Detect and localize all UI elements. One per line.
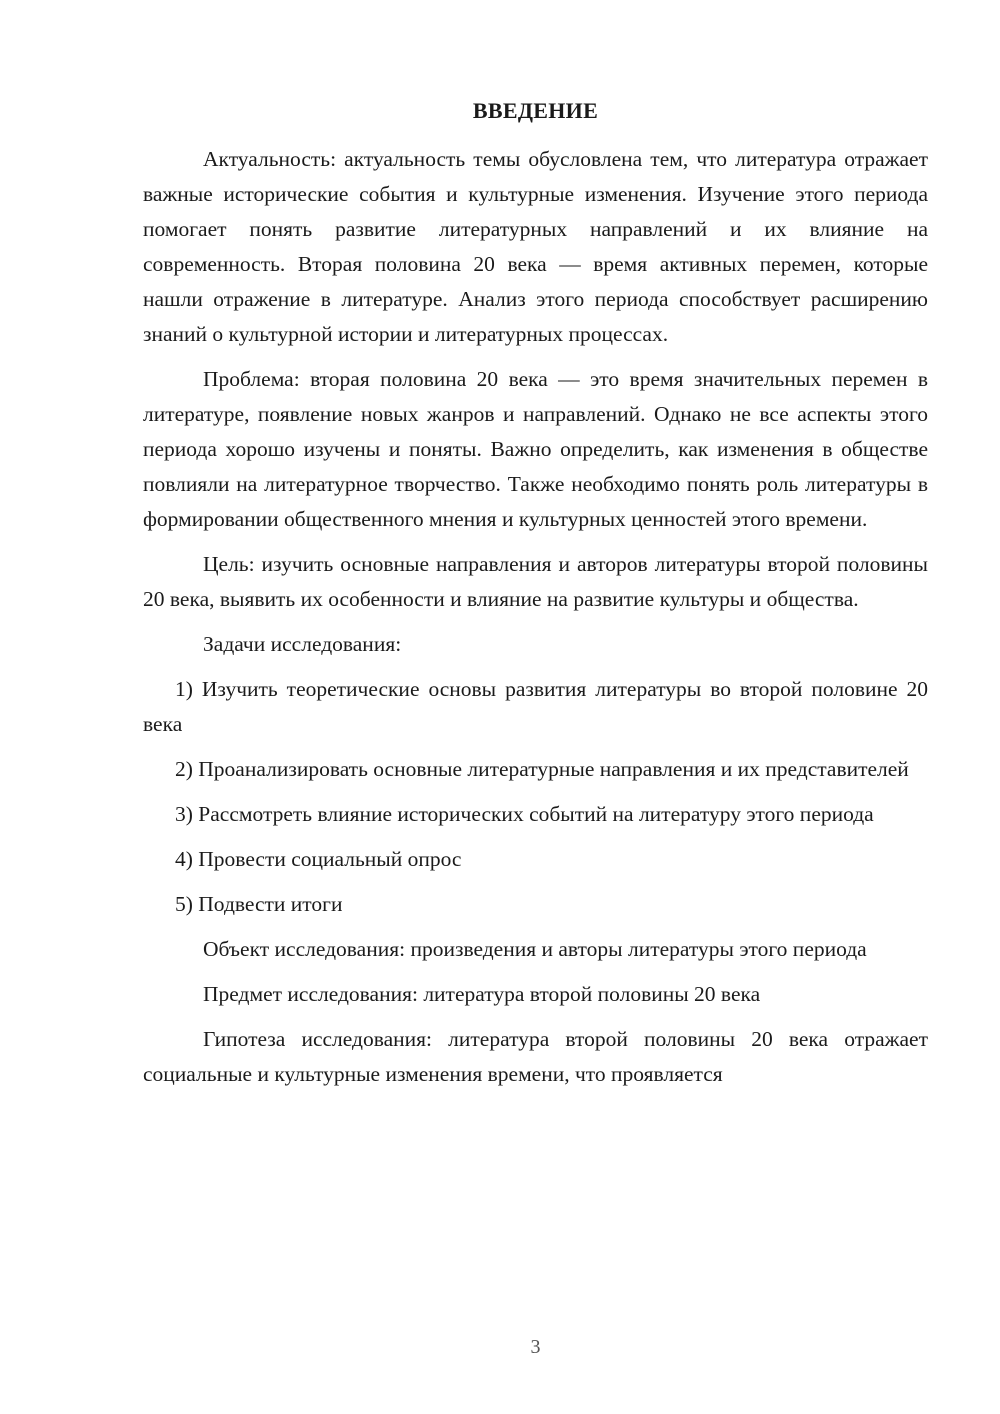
subject-paragraph: Предмет исследования: литература второй половины 20 века <box>203 982 761 1006</box>
relevance-paragraph: Актуальность: актуальность темы обусловлена тем, что литература отражает важные исторические события и культурные изменения. Изучение этого периода помогает понять развитие литературных направлений и их влияние на современность. Вторая половина 20 века — время активных перемен, которые нашли отражение в литературе. Анализ этого периода способствует расширению знаний о культурной истории и литературных процессах. <box>143 147 928 346</box>
tasks-heading: Задачи исследования: <box>203 632 402 656</box>
task-item: 4) Провести социальный опрос <box>175 847 462 871</box>
page-title: ВВЕДЕНИЕ <box>472 98 599 123</box>
goal-paragraph: Цель: изучить основные направления и авторов литературы второй половины 20 века, выявить их особенности и влияние на развитие культуры и общества. <box>143 552 928 611</box>
task-item: 3) Рассмотреть влияние исторических событий на литературу этого периода <box>175 802 874 826</box>
task-item: 5) Подвести итоги <box>175 892 343 916</box>
document-body <box>143 142 928 1102</box>
hypothesis-paragraph: Гипотеза исследования: литература второй половины 20 века отражает социальные и культурные изменения времени, что проявляется <box>143 1027 928 1086</box>
page-number: 3 <box>530 1336 541 1358</box>
problem-paragraph: Проблема: вторая половина 20 века — это время значительных перемен в литературе, появление новых жанров и направлений. Однако не все аспекты этого периода хорошо изучены и поняты. Важно определить, как изменения в обществе повлияли на литературное творчество. Также необходимо понять роль литературы в формировании общественного мнения и культурных ценностей этого времени. <box>143 367 928 531</box>
task-item: 2) Проанализировать основные литературные направления и их представителей <box>175 757 909 781</box>
task-item: 1) Изучить теоретические основы развития литературы во второй половине 20 века <box>143 677 928 736</box>
object-paragraph: Объект исследования: произведения и авторы литературы этого периода <box>203 937 867 961</box>
